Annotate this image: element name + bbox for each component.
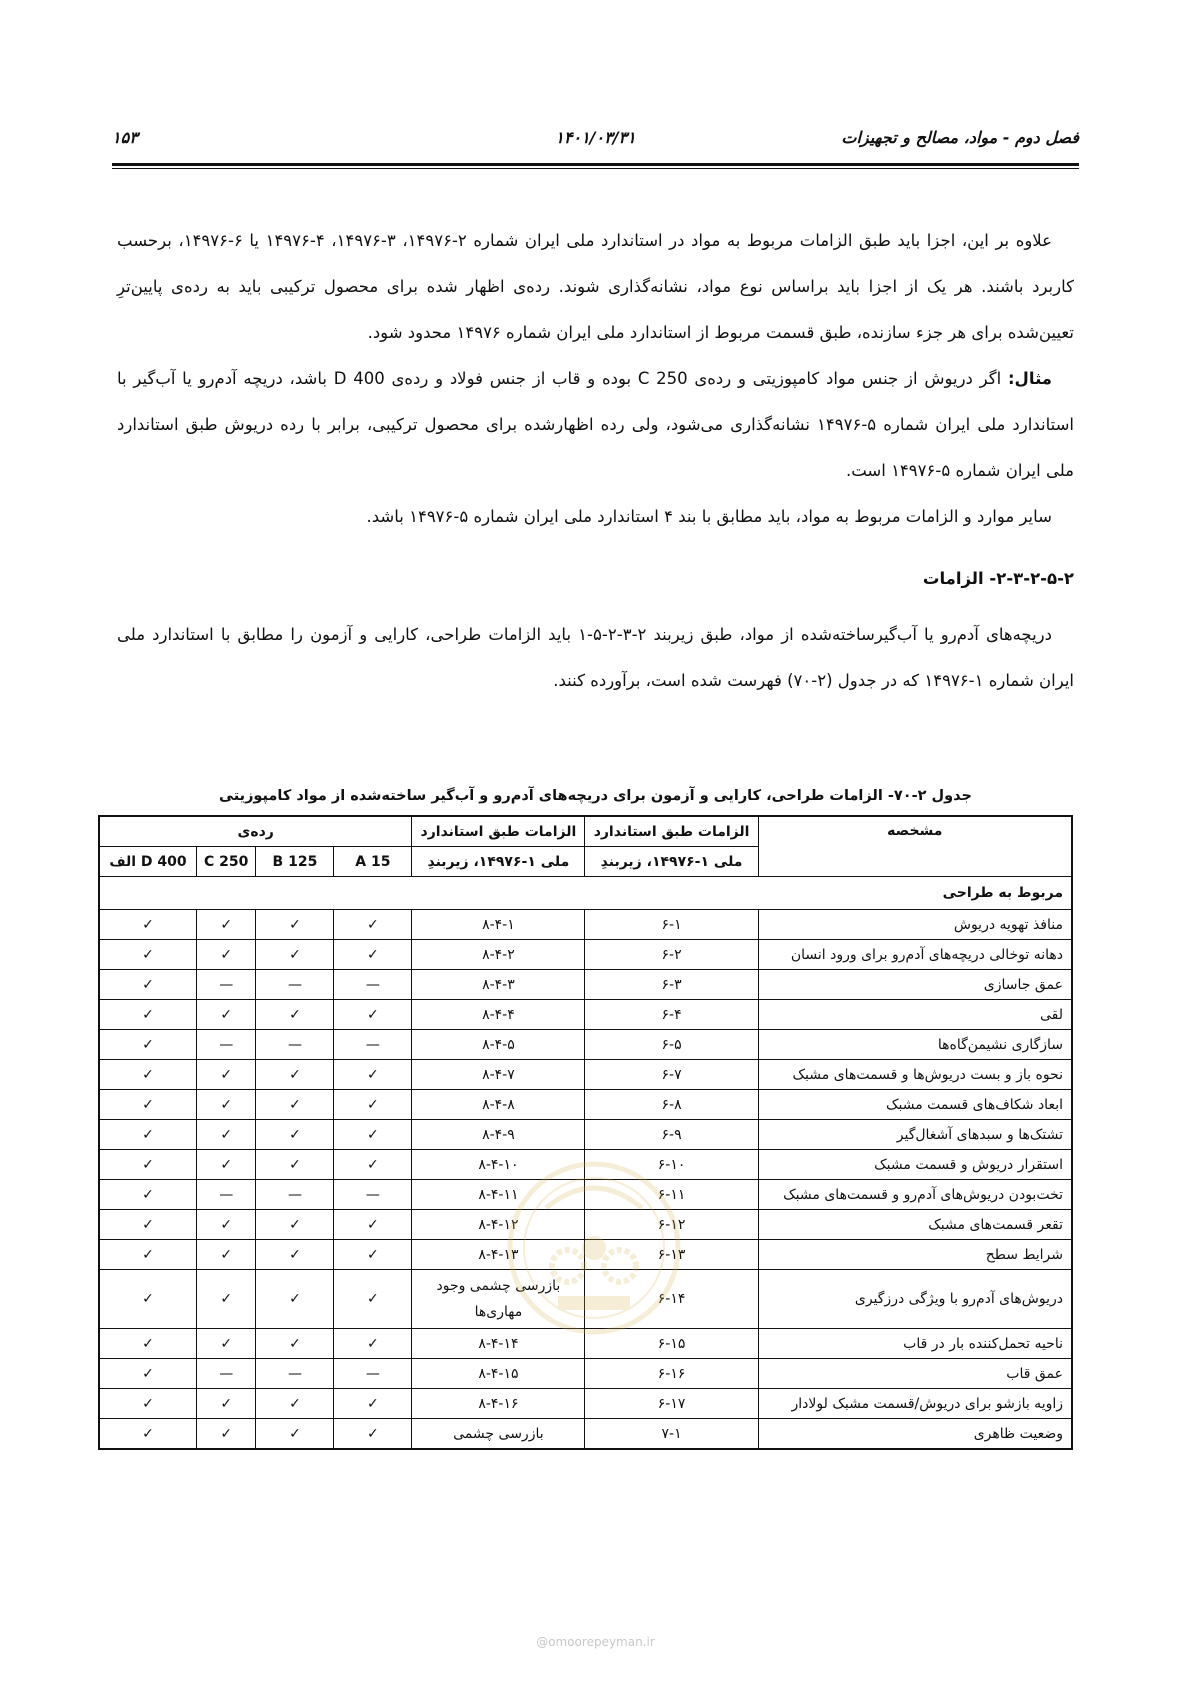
row-class-c: —	[196, 970, 256, 1000]
row-class-d: ✓	[99, 1060, 196, 1090]
row-clause-1: ۶-۷	[585, 1060, 758, 1090]
row-class-c: ✓	[196, 1120, 256, 1150]
row-feature: منافذ تهویه دریوش	[758, 910, 1072, 940]
row-class-b: ✓	[256, 1060, 334, 1090]
row-class-a: ✓	[334, 910, 412, 940]
table-row	[99, 1419, 1072, 1450]
table-row	[99, 1120, 1072, 1150]
row-class-a: ✓	[334, 1000, 412, 1030]
row-feature: دهانه توخالی دریچه‌های آدم‌رو برای ورود انسان	[758, 940, 1072, 970]
row-clause-1: ۶-۱۲	[585, 1210, 758, 1240]
row-class-d: ✓	[99, 1270, 196, 1329]
header-class: رده‌ی	[99, 816, 412, 847]
paragraph-1: علاوه بر این، اجزا باید طبق الزامات مربوط به مواد در استاندارد ملی ایران شماره ۲-۱۴۹۷۶، ۳-۱۴۹۷۶، ۴-۱۴۹۷۶ یا ۶-۱۴۹۷۶، برحسب کاربرد باشند. هر یک از اجزا باید براساس نوع مواد، نشانه‌گذاری شوند. رده‌ی اظهار شده برای محصول ترکیبی باید به رده‌ی پایین‌ترِ تعیین‌شده برای هر جزء سازنده، طبق قسمت مربوط از استاندارد ملی ایران شماره ۱۴۹۷۶ محدود شود.	[117, 231, 1074, 342]
row-class-b: ✓	[256, 1389, 334, 1419]
row-clause-2: ۸-۴-۸	[412, 1090, 585, 1120]
row-class-a: —	[334, 970, 412, 1000]
row-class-b: ✓	[256, 940, 334, 970]
row-class-b: ✓	[256, 1090, 334, 1120]
row-class-b: ✓	[256, 1210, 334, 1240]
row-class-d: ✓	[99, 970, 196, 1000]
row-class-c: ✓	[196, 1270, 256, 1329]
table-row	[99, 940, 1072, 970]
row-feature: زاویه بازشو برای دریوش/قسمت مشبک لولادار	[758, 1389, 1072, 1419]
row-clause-2: بازرسی چشمی	[412, 1419, 585, 1450]
row-class-a: —	[334, 1030, 412, 1060]
row-clause-2: ۸-۴-۷	[412, 1060, 585, 1090]
row-class-a: —	[334, 1359, 412, 1389]
row-feature: شرایط سطح	[758, 1240, 1072, 1270]
row-class-c: —	[196, 1359, 256, 1389]
row-feature: ناحیه تحمل‌کننده بار در قاب	[758, 1329, 1072, 1359]
row-class-b: —	[256, 1359, 334, 1389]
page-number: ۱۵۳	[112, 128, 138, 147]
row-class-c: ✓	[196, 1419, 256, 1450]
table-row	[99, 910, 1072, 940]
row-clause-1: ۶-۸	[585, 1090, 758, 1120]
row-class-a: ✓	[334, 1060, 412, 1090]
example-text: اگر دریوش از جنس مواد کامپوزیتی و رده‌ی C 250 بوده و قاب از جنس فولاد و رده‌ی D 400 باشد، دریچه آدم‌رو یا آب‌گیر با استاندارد ملی ایران شماره ۵-۱۴۹۷۶ نشانه‌گذاری می‌شود، ولی رده اظهارشده برای محصول ترکیبی، برابر با رده دریوش طبق استاندارد ملی ایران شماره ۵-۱۴۹۷۶ است.	[117, 369, 1074, 480]
row-clause-2: ۸-۴-۱	[412, 910, 585, 940]
row-class-c: ✓	[196, 940, 256, 970]
row-class-a: ✓	[334, 1419, 412, 1450]
row-clause-2: ۸-۴-۴	[412, 1000, 585, 1030]
row-class-b: —	[256, 1180, 334, 1210]
row-clause-2: ۸-۴-۱۲	[412, 1210, 585, 1240]
paragraph-example	[117, 356, 1074, 494]
paragraph-3: سایر موارد و الزامات مربوط به مواد، باید مطابق با بند ۴ استاندارد ملی ایران شماره ۵-۱۴۹۷۶ باشد.	[366, 507, 1052, 526]
row-clause-2: بازرسی چشمی وجود مهاری‌ها	[412, 1270, 585, 1329]
row-clause-1: ۶-۱۳	[585, 1240, 758, 1270]
row-feature: تخت‌بودن دریوش‌های آدم‌رو و قسمت‌های مشبک	[758, 1180, 1072, 1210]
row-clause-2: ۸-۴-۳	[412, 970, 585, 1000]
row-class-c: ✓	[196, 910, 256, 940]
row-class-c: ✓	[196, 1150, 256, 1180]
running-header	[112, 128, 1079, 154]
row-class-c: ✓	[196, 1090, 256, 1120]
header-req2-line2: ملی ۱-۱۴۹۷۶، زیربندِ	[412, 847, 585, 877]
row-class-c: ✓	[196, 1240, 256, 1270]
table-row	[99, 1389, 1072, 1419]
table-caption: جدول ۲-۷۰- الزامات طراحی، کارایی و آزمون برای دریچه‌های آدم‌رو و آب‌گیر ساخته‌شده از مواد کامپوزیتی	[219, 788, 972, 804]
group-row-design: مربوط به طراحی	[99, 877, 1072, 910]
row-clause-1: ۶-۵	[585, 1030, 758, 1060]
row-class-d: ✓	[99, 1120, 196, 1150]
chapter-title: فصل دوم - مواد، مصالح و تجهیزات	[841, 128, 1079, 147]
row-class-a: ✓	[334, 1240, 412, 1270]
row-feature: تقعر قسمت‌های مشبک	[758, 1210, 1072, 1240]
row-class-d: ✓	[99, 1030, 196, 1060]
row-class-b: —	[256, 1030, 334, 1060]
row-class-a: ✓	[334, 1210, 412, 1240]
row-clause-2: ۸-۴-۱۴	[412, 1329, 585, 1359]
row-class-c: —	[196, 1180, 256, 1210]
row-clause-2: ۸-۴-۱۶	[412, 1389, 585, 1419]
header-req1-line2: ملی ۱-۱۴۹۷۶، زیربندِ	[585, 847, 758, 877]
row-class-d: ✓	[99, 1180, 196, 1210]
header-date: ۱۴۰۱/۰۳/۳۱	[555, 128, 636, 147]
header-class-c: C 250	[196, 847, 256, 877]
row-clause-1: ۶-۱۰	[585, 1150, 758, 1180]
table-row	[99, 970, 1072, 1000]
row-class-b: ✓	[256, 1419, 334, 1450]
row-clause-1: ۶-۱۱	[585, 1180, 758, 1210]
row-clause-2: ۸-۴-۱۱	[412, 1180, 585, 1210]
row-class-d: ✓	[99, 1000, 196, 1030]
row-clause-2: ۸-۴-۱۳	[412, 1240, 585, 1270]
row-class-c: —	[196, 1030, 256, 1060]
row-clause-1: ۶-۱۵	[585, 1329, 758, 1359]
watermark-url: @omoorepeyman.ir	[536, 1635, 655, 1649]
row-clause-2: ۸-۴-۱۰	[412, 1150, 585, 1180]
row-class-c: ✓	[196, 1060, 256, 1090]
header-req1-line1: الزامات طبق استاندارد	[585, 816, 758, 847]
body-text	[117, 218, 1074, 704]
row-clause-1: ۶-۳	[585, 970, 758, 1000]
table-row	[99, 1030, 1072, 1060]
row-feature: سازگاری نشیمن‌گاه‌ها	[758, 1030, 1072, 1060]
table-row	[99, 1060, 1072, 1090]
table-row	[99, 1359, 1072, 1389]
row-class-a: ✓	[334, 1090, 412, 1120]
row-clause-1: ۶-۴	[585, 1000, 758, 1030]
example-label: مثال:	[1007, 369, 1053, 388]
row-class-b: ✓	[256, 1150, 334, 1180]
row-class-b: ✓	[256, 1120, 334, 1150]
row-class-d: ✓	[99, 1419, 196, 1450]
row-class-d: ✓	[99, 1329, 196, 1359]
header-feature: مشخصه	[758, 816, 1072, 877]
row-class-d: ✓	[99, 1210, 196, 1240]
row-class-b: ✓	[256, 1000, 334, 1030]
row-clause-1: ۶-۹	[585, 1120, 758, 1150]
header-class-d: D 400 الف	[99, 847, 196, 877]
row-class-b: ✓	[256, 1329, 334, 1359]
row-class-a: ✓	[334, 1120, 412, 1150]
section-heading: ۲-۳-۲-۵-۲- الزامات	[922, 569, 1074, 588]
row-class-d: ✓	[99, 940, 196, 970]
row-class-d: ✓	[99, 910, 196, 940]
row-class-d: ✓	[99, 1389, 196, 1419]
row-clause-1: ۶-۱۴	[585, 1270, 758, 1329]
header-req2-line1: الزامات طبق استاندارد	[412, 816, 585, 847]
row-class-b: —	[256, 970, 334, 1000]
row-clause-1: ۶-۲	[585, 940, 758, 970]
scales-gears-logo-icon	[506, 1148, 682, 1348]
row-class-b: ✓	[256, 1240, 334, 1270]
row-class-c: ✓	[196, 1000, 256, 1030]
row-clause-2: ۸-۴-۲	[412, 940, 585, 970]
row-class-a: ✓	[334, 1270, 412, 1329]
row-class-d: ✓	[99, 1240, 196, 1270]
row-class-a: —	[334, 1180, 412, 1210]
row-feature: ابعاد شکاف‌های قسمت مشبک	[758, 1090, 1072, 1120]
table-row	[99, 1000, 1072, 1030]
row-feature: عمق قاب	[758, 1359, 1072, 1389]
row-feature: وضعیت ظاهری	[758, 1419, 1072, 1450]
row-class-a: ✓	[334, 1329, 412, 1359]
row-clause-2: ۸-۴-۵	[412, 1030, 585, 1060]
row-class-b: ✓	[256, 910, 334, 940]
header-class-a: A 15	[334, 847, 412, 877]
row-clause-2: ۸-۴-۹	[412, 1120, 585, 1150]
row-clause-2: ۸-۴-۱۵	[412, 1359, 585, 1389]
row-feature: تشتک‌ها و سبدهای آشغال‌گیر	[758, 1120, 1072, 1150]
row-feature: لقی	[758, 1000, 1072, 1030]
row-class-a: ✓	[334, 1150, 412, 1180]
row-clause-1: ۶-۱۷	[585, 1389, 758, 1419]
row-class-d: ✓	[99, 1150, 196, 1180]
requirements-table	[98, 815, 1073, 1450]
row-class-d: ✓	[99, 1359, 196, 1389]
row-class-b: ✓	[256, 1270, 334, 1329]
header-rule-thick	[112, 163, 1079, 166]
row-class-c: ✓	[196, 1329, 256, 1359]
paragraph-4: دریچه‌های آدم‌رو یا آب‌گیرساخته‌شده از مواد، طبق زیربند ۲-۳-۲-۵-۱ باید الزامات طراحی، کارایی و آزمون را مطابق با استاندارد ملی ایران شماره ۱-۱۴۹۷۶ که در جدول (۲-۷۰) فهرست شده است، برآورده کنند.	[117, 625, 1074, 690]
row-feature: نحوه باز و بست دریوش‌ها و قسمت‌های مشبک	[758, 1060, 1072, 1090]
row-class-d: ✓	[99, 1090, 196, 1120]
row-feature: استقرار دریوش و قسمت مشبک	[758, 1150, 1072, 1180]
row-clause-1: ۷-۱	[585, 1419, 758, 1450]
row-feature: دریوش‌های آدم‌رو با ویژگی درزگیری	[758, 1270, 1072, 1329]
row-class-c: ✓	[196, 1210, 256, 1240]
row-class-c: ✓	[196, 1389, 256, 1419]
row-clause-1: ۶-۱۶	[585, 1359, 758, 1389]
row-class-a: ✓	[334, 1389, 412, 1419]
table-row	[99, 1090, 1072, 1120]
header-class-b: B 125	[256, 847, 334, 877]
row-feature: عمق جاسازی	[758, 970, 1072, 1000]
header-rule-thin	[112, 168, 1079, 169]
row-clause-1: ۶-۱	[585, 910, 758, 940]
row-class-a: ✓	[334, 940, 412, 970]
